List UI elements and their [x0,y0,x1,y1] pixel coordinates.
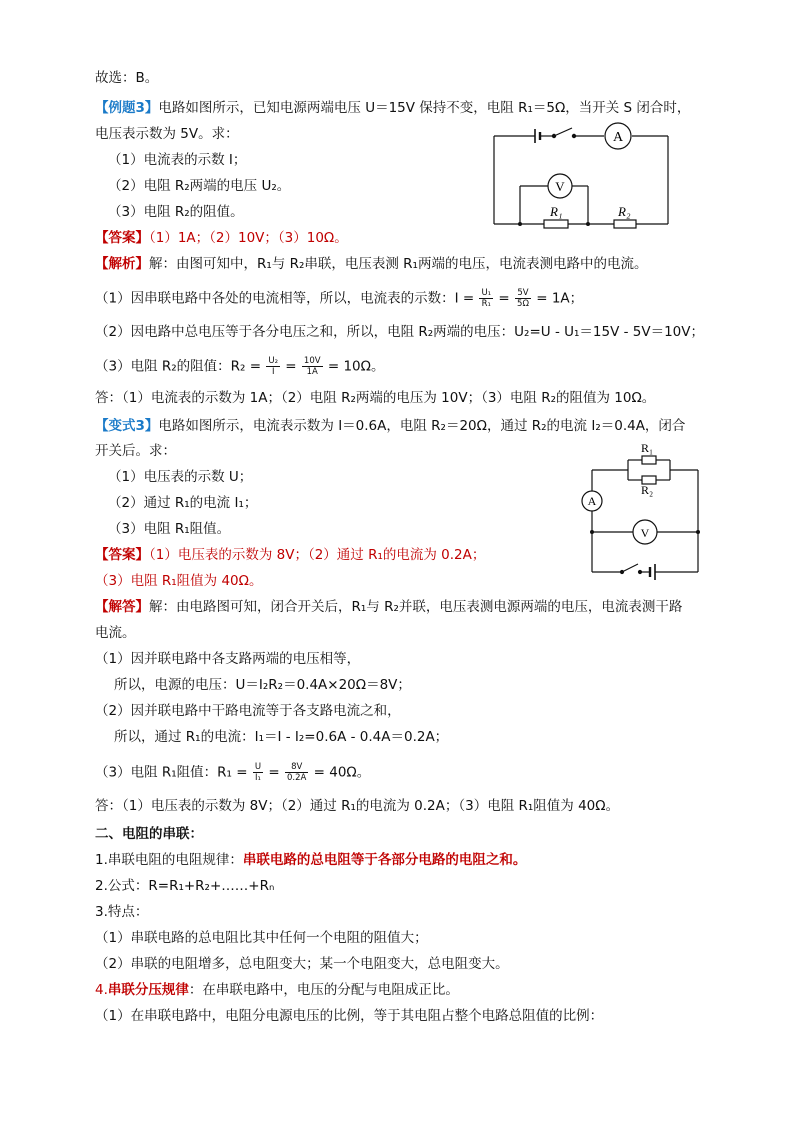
example3-answer-text: （1）1A；（2）10V；（3）10Ω。 [149,230,348,246]
variant3-answer-text: （1）电压表的示数为 8V；（2）通过 R₁的电流为 0.2A； [149,547,486,563]
voltmeter-icon [633,520,657,544]
point3-item2: （2）串联的电阻增多，总电阻变大；某一个电阻变大，总电阻变大。 [95,956,509,972]
point4-number: 4. [95,982,108,998]
circuit-diagram-parallel [578,438,704,580]
fraction-u1-r1: $\frac{\text{U₁}}{\text{R₁}}$ [481,288,492,309]
fraction-u2-i: $\frac{\text{U₂}}{I}$ [268,356,279,377]
variant3-step3: （3）电阻 R₁阻值：R₁ = $\frac{U}{\text{I₁}}$ = $\frac{8V}{0.2A}$ = 40Ω。 [95,762,371,783]
example3-question-line2: 电压表示数为 5V。求： [95,126,239,142]
point4-item1: （1）在串联电路中，电阻分电源电压的比例，等于其电阻占整个电路总阻值的比例： [95,1008,604,1024]
variant3-question-line2: 开关后。求： [95,443,176,459]
voltmeter-icon [548,174,572,198]
example3-step1: （1）因串联电路中各处的电流相等，所以，电流表的示数：I = $\frac{\text{U₁}}{\text{R₁}}$ = $\frac{5V}{5\Omega}$ = 1A； [95,288,584,309]
step3-result: = 10Ω。 [327,358,385,375]
answer-tag: 【答案】 [95,230,149,246]
point3: 3.特点： [95,904,149,920]
variant3-item2: （2）通过 R₁的电流 I₁； [108,495,258,511]
fraction-u-i1: $\frac{U}{\text{I₁}}$ [254,762,262,783]
variant3-answer-text2: （3）电阻 R₁阻值为 40Ω。 [95,573,263,589]
example3-question-text: 电路如图所示，已知电源两端电压 U＝15V 保持不变，电阻 R₁＝5Ω，当开关 S 闭合时， [158,100,691,116]
example3-answer [95,228,348,248]
analysis-tag: 【解析】 [95,256,149,272]
variant3-answer-tag: 【答案】 [95,547,149,563]
svg-text:V: V [640,526,650,540]
example3-tag: 【例题3】 [95,100,159,116]
variant3-final-answer: 答：（1）电压表的示数为 8V；（2）通过 R₁的电流为 0.2A；（3）电阻 R₁阻值为 40Ω。 [95,798,620,814]
point4 [95,980,459,1000]
ammeter-icon [582,491,602,511]
point3-item1: （1）串联电路的总电阻比其中任何一个电阻的阻值大； [95,930,428,946]
section-heading-series-resistance: 二、电阻的串联： [95,826,203,842]
fraction-5v-5ohm: $\frac{5V}{5\Omega}$ [517,288,529,309]
resistor-r2-label: R₂ [618,204,631,219]
example3-analysis [95,254,647,274]
svg-text:A: A [587,494,597,508]
point1 [95,850,526,870]
svg-text:V: V [555,179,565,194]
variant3-step3-text: （3）电阻 R₁阻值：R₁ = [95,764,248,781]
step1-result: = 1A； [536,290,584,307]
variant3-item1: （1）电压表的示数 U； [108,469,253,485]
fraction-8v-02a: $\frac{8V}{0.2A}$ [287,762,307,783]
example3-item1: （1）电流表的示数 I； [108,152,247,168]
variant3-tag: 【变式3】 [95,418,159,434]
variant3-step2: （2）因并联电路中干路电流等于各支路电流之和， [95,703,401,719]
variant3-solution-line2: 电流。 [95,625,136,641]
point1-rule: 串联电路的总电阻等于各部分电路的电阻之和。 [242,852,527,868]
point4-title: 串联分压规律 [107,982,189,998]
example3-step2: （2）因电路中总电压等于各分电压之和，所以，电阻 R₂两端的电压：U₂=U - U₁＝15V - 5V＝10V； [95,324,705,340]
solution-tag: 【解答】 [95,599,149,615]
fraction-10v-1a: $\frac{10V}{1A}$ [303,356,321,377]
answer-choice-line: 故选：B。 [95,70,159,86]
step1-text: （1）因串联电路中各处的电流相等，所以，电流表的示数：I = [95,290,475,307]
point4-text: ：在串联电路中，电压的分配与电阻成正比。 [188,982,459,998]
variant3-solution-text: 解：由电路图可知，闭合开关后，R₁与 R₂并联，电压表测电源两端的电压，电流表测干路 [149,599,683,615]
resistor-r2-label: R₂ [641,483,654,497]
variant3-solution [95,597,682,617]
example3-item2: （2）电阻 R₂两端的电压 U₂。 [108,178,291,194]
variant3-step1: （1）因并联电路中各支路两端的电压相等， [95,651,361,667]
variant3-answer-line1 [95,545,485,565]
svg-text:A: A [612,130,624,145]
ammeter-icon [605,123,631,149]
variant3-step2b: 所以，通过 R₁的电流：I₁＝I - I₂=0.6A - 0.4A＝0.2A； [114,729,449,745]
variant3-item3: （3）电阻 R₁阻值。 [108,521,231,537]
example3-question-line1 [95,98,690,118]
example3-item3: （3）电阻 R₂的阻值。 [108,204,244,220]
point1-label: 1.串联电阻的电阻规律： [95,852,243,868]
example3-step3: （3）电阻 R₂的阻值：R₂ = $\frac{\text{U₂}}{I}$ = $\frac{10V}{1A}$ = 10Ω。 [95,356,385,377]
point2-formula: 2.公式：R=R₁+R₂+……+Rₙ [95,878,275,894]
variant3-answer-line2 [95,571,262,591]
step3-text: （3）电阻 R₂的阻值：R₂ = [95,358,262,375]
resistor-r1-label: R₁ [641,441,654,455]
variant3-question-text: 电路如图所示，电流表示数为 I＝0.6A，电阻 R₂＝20Ω，通过 R₂的电流 I₂＝0.4A，闭合 [158,418,686,434]
variant3-step1b: 所以，电源的电压：U＝I₂R₂＝0.4A×20Ω＝8V； [114,677,411,693]
example3-analysis-text: 解：由图可知中，R₁与 R₂串联，电压表测 R₁两端的电压，电流表测电路中的电流。 [149,256,648,272]
variant3-question-line1 [95,416,685,436]
resistor-r1-label: R₁ [550,204,563,219]
example3-final-answer: 答：（1）电流表的示数为 1A；（2）电阻 R₂两端的电压为 10V；（3）电阻 R₂的阻值为 10Ω。 [95,390,656,406]
variant3-step3-result: = 40Ω。 [313,764,371,781]
circuit-diagram-series [490,120,675,230]
